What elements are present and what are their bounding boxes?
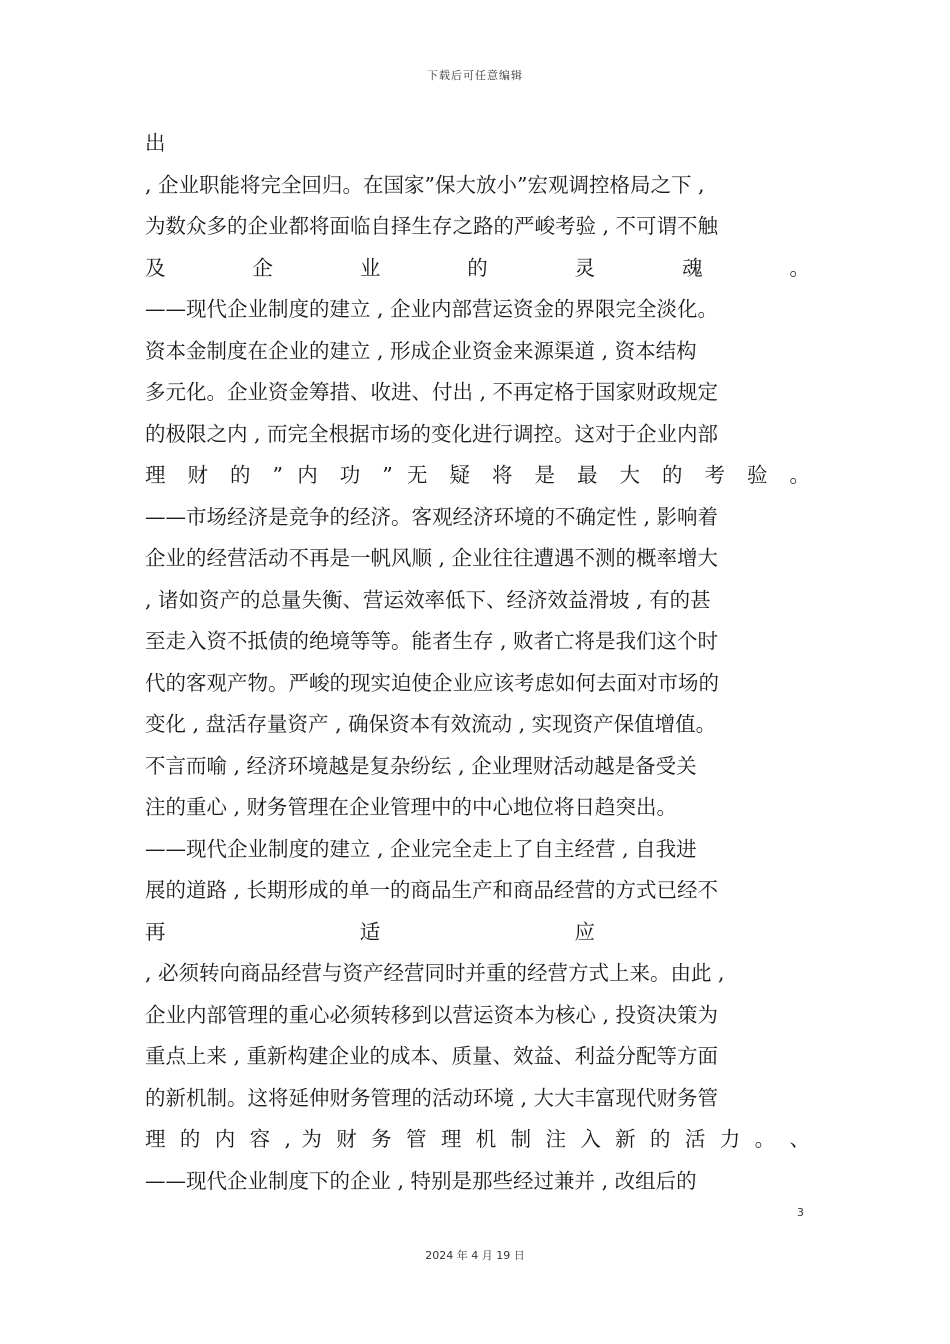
text-line: 企业的经营活动不再是一帆风顺 , 企业往往遭遇不测的概率增大 [145, 546, 719, 570]
text-line: 理 的 内 容 , 为 财 务 管 理 机 制 注 入 新 的 活 力 。 、 [145, 1127, 810, 1151]
text-line: ——现代企业制度的建立 , 企业内部营运资金的界限完全淡化。 [145, 297, 719, 321]
text-line: 多元化。企业资金筹措、收进、付出 , 不再定格于国家财政规定 [145, 380, 719, 404]
text-line: ——现代企业制度的建立 , 企业完全走上了自主经营 , 自我进 [145, 836, 697, 861]
text-line: ——现代企业制度下的企业 , 特别是那些经过兼并 , 改组后的 [145, 1168, 697, 1193]
body-text [145, 123, 810, 1202]
text-line: 重点上来 , 重新构建企业的成本、质量、效益、利益分配等方面 [145, 1044, 719, 1068]
page-header: 下载后可任意编辑 [427, 69, 523, 82]
text-line: 代的客观产物。严峻的现实迫使企业应该考虑如何去面对市场的 [145, 670, 719, 695]
text-line: 资本金制度在企业的建立 , 形成企业资金来源渠道 , 资本结构 [145, 338, 697, 363]
text-line: 再 适 应 [145, 919, 595, 944]
text-line: , 企业职能将完全回归。在国家”保大放小”宏观调控格局之下 , [145, 172, 705, 197]
page-number: 3 [797, 1206, 804, 1219]
text-line: 为数众多的企业都将面临自择生存之路的严峻考验 , 不可谓不触 [145, 214, 719, 238]
text-line: , 必须转向商品经营与资产经营同时并重的经营方式上来。由此 , [145, 961, 725, 985]
text-line: 及 企 业 的 灵 魂 。 [145, 255, 810, 280]
text-line: 至走入资不抵债的绝境等等。能者生存 , 败者亡将是我们这个时 [145, 629, 719, 653]
text-line: , 诸如资产的总量失衡、营运效率低下、经济效益滑坡 , 有的甚 [145, 587, 711, 612]
text-line: 企业内部管理的重心必须转移到以营运资本为核心 , 投资决策为 [145, 1002, 719, 1027]
text-line: 理 财 的 ” 内 功 ” 无 疑 将 是 最 大 的 考 验 。 [145, 463, 810, 487]
page-footer-date: 2024 年 4 月 19 日 [425, 1249, 525, 1262]
text-line: 注的重心 , 财务管理在企业管理中的中心地位将日趋突出。 [145, 795, 678, 819]
text-line: 不言而喻 , 经济环境越是复杂纷纭 , 企业理财活动越是备受关 [145, 753, 697, 778]
text-line: 变化 , 盘活存量资产 , 确保资本有效流动 , 实现资产保值增值。 [145, 712, 717, 736]
text-line: 出 [145, 131, 166, 155]
text-line: 的极限之内 , 而完全根据市场的变化进行调控。这对于企业内部 [145, 421, 719, 446]
text-line: 展的道路 , 长期形成的单一的商品生产和商品经营的方式已经不 [145, 878, 719, 902]
text-line: 的新机制。这将延伸财务管理的活动环境 , 大大丰富现代财务管 [145, 1085, 719, 1110]
text-line: ——市场经济是竞争的经济。客观经济环境的不确定性 , 影响着 [145, 504, 719, 529]
